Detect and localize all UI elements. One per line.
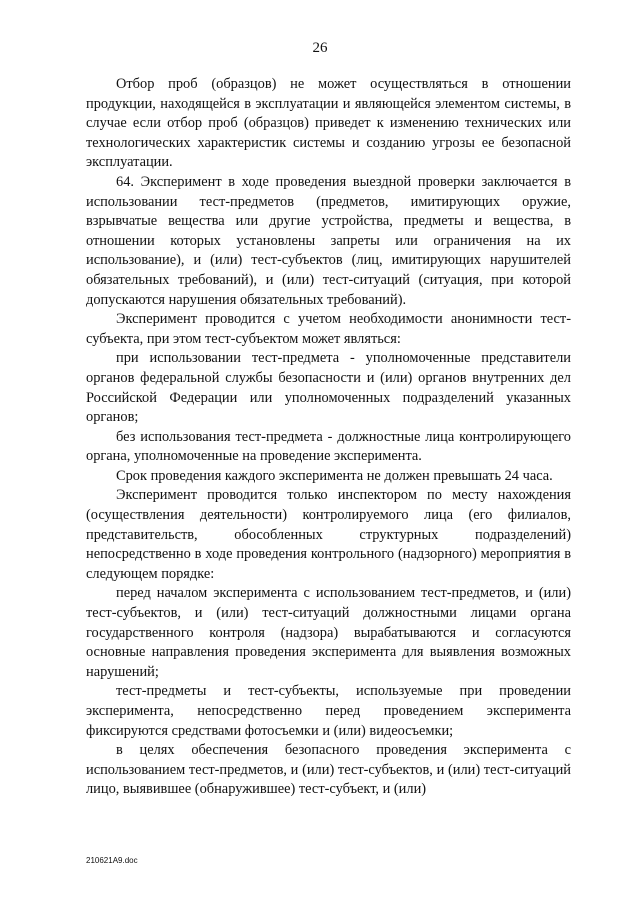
page-number: 26 xyxy=(312,40,328,56)
file-name-footer: 210621A9.doc xyxy=(86,856,138,865)
paragraph: при использовании тест-предмета - уполномоченные представители органов федеральной службы безопасности и (или) органов внутренних дел Российской Федерации или уполномоченных подразделений указанных органов; xyxy=(86,350,571,426)
paragraph: Срок проведения каждого эксперимента не должен превышать 24 часа. xyxy=(116,467,553,484)
paragraph: Эксперимент проводится только инспектором по месту нахождения (осуществления деятельности) контролируемого лица (его филиалов, представительств, обособленных структурных подразделений) непосредственно в ходе проведения контрольного (надзорного) мероприятия в следующем порядке: xyxy=(86,487,571,582)
paragraph: тест-предметы и тест-субъекты, используемые при проведении эксперимента, непосредственно перед проведением эксперимента фиксируются средствами фотосъемки и (или) видеосъемки; xyxy=(86,683,571,739)
document-body xyxy=(86,75,571,800)
paragraph: в целях обеспечения безопасного проведения эксперимента с использованием тест-предметов, и (или) тест-субъектов, и (или) тест-ситуаций лицо, выявившее (обнаружившее) тест-субъект, и (или) xyxy=(86,742,571,798)
paragraph: Отбор проб (образцов) не может осуществляться в отношении продукции, находящейся в эксплуатации и являющейся элементом системы, в случае если отбор проб (образцов) приведет к изменению технических или технологических характеристик системы и созданию угрозы ее безопасной эксплуатации. xyxy=(86,76,571,171)
paragraph: 64. Эксперимент в ходе проведения выездной проверки заключается в использовании тест-предметов (предметов, имитирующих оружие, взрывчатые вещества или другие устройства, предметы и вещества, в отношении которых установлены запреты или ограничения на их использование), и (или) тест-субъектов (лиц, имитирующих нарушителей обязательных требований), и (или) тест-ситуаций (ситуация, при которой допускаются нарушения обязательных требований). xyxy=(86,173,571,308)
paragraph: без использования тест-предмета - должностные лица контролирующего органа, уполномоченные на проведение эксперимента. xyxy=(86,428,571,465)
paragraph: Эксперимент проводится с учетом необходимости анонимности тест-субъекта, при этом тест-субъектом может являться: xyxy=(86,311,571,347)
paragraph: перед началом эксперимента с использованием тест-предметов, и (или) тест-субъектов, и (или) тест-ситуаций должностными лицами органа государственного контроля (надзора) вырабатываются и согласуются основные направления проведения эксперимента для выявления возможных нарушений; xyxy=(86,585,571,680)
